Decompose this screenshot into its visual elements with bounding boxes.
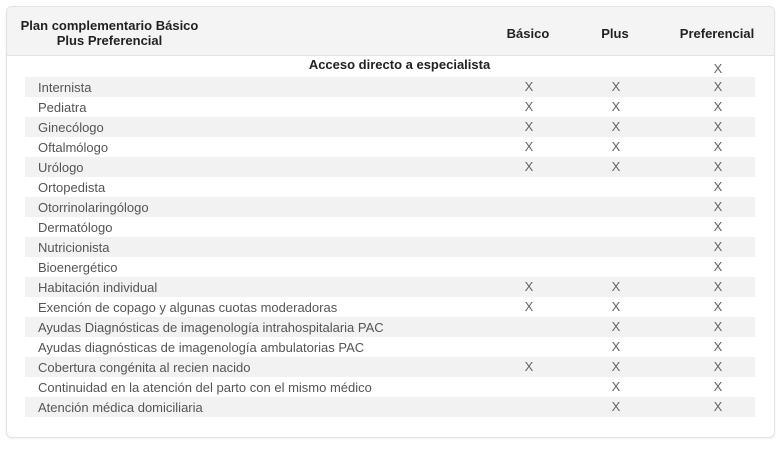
plus-mark: X [611, 299, 621, 314]
row-label: Nutricionista [38, 240, 110, 255]
preferencial-mark: X [713, 199, 723, 214]
table-header [7, 7, 774, 56]
plus-mark: X [611, 79, 621, 94]
row-label: Ortopedista [38, 180, 106, 195]
preferencial-mark: X [713, 259, 723, 274]
plus-mark: X [611, 319, 621, 334]
table-row [25, 117, 755, 137]
table-row [25, 217, 755, 237]
table-row [25, 137, 755, 157]
row-label: Urólogo [38, 160, 84, 175]
basico-mark: X [524, 359, 534, 374]
section-preferencial-mark: X [713, 61, 723, 76]
basico-mark: X [524, 79, 534, 94]
plan-title [7, 18, 212, 48]
preferencial-mark: X [713, 179, 723, 194]
column-header-preferencial: Preferencial [679, 26, 755, 41]
preferencial-mark: X [713, 399, 723, 414]
table-row [25, 237, 755, 257]
preferencial-mark: X [713, 159, 723, 174]
preferencial-mark: X [713, 119, 723, 134]
plan-title-line-1: Plan complementario Básico [20, 18, 199, 33]
row-label: Ginecólogo [38, 120, 104, 135]
plus-mark: X [611, 159, 621, 174]
table-row [25, 277, 755, 297]
table-row [25, 197, 755, 217]
comparison-table [6, 6, 775, 438]
basico-mark: X [524, 119, 534, 134]
row-label: Internista [38, 80, 92, 95]
preferencial-mark: X [713, 279, 723, 294]
preferencial-mark: X [713, 139, 723, 154]
plus-mark: X [611, 339, 621, 354]
table-row [25, 357, 755, 377]
preferencial-mark: X [713, 359, 723, 374]
basico-mark: X [524, 159, 534, 174]
column-header-plus: Plus [601, 26, 629, 41]
preferencial-mark: X [713, 339, 723, 354]
table-body [25, 77, 755, 417]
row-label: Ayudas Diagnósticas de imagenología intrahospitalaria PAC [38, 320, 384, 335]
table-row [25, 337, 755, 357]
preferencial-mark: X [713, 239, 723, 254]
section-row [7, 57, 774, 77]
row-label: Continuidad en la atención del parto con el mismo médico [38, 380, 372, 395]
plus-mark: X [611, 359, 621, 374]
basico-mark: X [524, 99, 534, 114]
table-row [25, 77, 755, 97]
plus-mark: X [611, 279, 621, 294]
preferencial-mark: X [713, 99, 723, 114]
table-row [25, 97, 755, 117]
table-row [25, 177, 755, 197]
plus-mark: X [611, 399, 621, 414]
row-label: Cobertura congénita al recien nacido [38, 360, 251, 375]
table-row [25, 297, 755, 317]
preferencial-mark: X [713, 319, 723, 334]
plus-mark: X [611, 119, 621, 134]
plan-title-line-2: Plus Preferencial [56, 33, 163, 48]
plus-mark: X [611, 379, 621, 394]
section-title: Acceso directo a especialista [308, 57, 491, 72]
basico-mark: X [524, 139, 534, 154]
plus-mark: X [611, 139, 621, 154]
table-row [25, 397, 755, 417]
preferencial-mark: X [713, 379, 723, 394]
plus-mark: X [611, 99, 621, 114]
basico-mark: X [524, 299, 534, 314]
row-label: Bioenergético [38, 260, 118, 275]
preferencial-mark: X [713, 299, 723, 314]
row-label: Atención médica domiciliaria [38, 400, 203, 415]
row-label: Otorrinolaringólogo [38, 200, 149, 215]
row-label: Oftalmólogo [38, 140, 109, 155]
column-header-basico: Básico [506, 26, 550, 41]
row-label: Habitación individual [38, 280, 158, 295]
row-label: Exención de copago y algunas cuotas moderadoras [38, 300, 338, 315]
table-row [25, 157, 755, 177]
row-label: Dermatólogo [38, 220, 113, 235]
preferencial-mark: X [713, 219, 723, 234]
table-row [25, 377, 755, 397]
basico-mark: X [524, 279, 534, 294]
table-row [25, 257, 755, 277]
row-label: Pediatra [38, 100, 87, 115]
row-label: Ayudas diagnósticas de imagenología ambulatorias PAC [38, 340, 365, 355]
table-row [25, 317, 755, 337]
preferencial-mark: X [713, 79, 723, 94]
